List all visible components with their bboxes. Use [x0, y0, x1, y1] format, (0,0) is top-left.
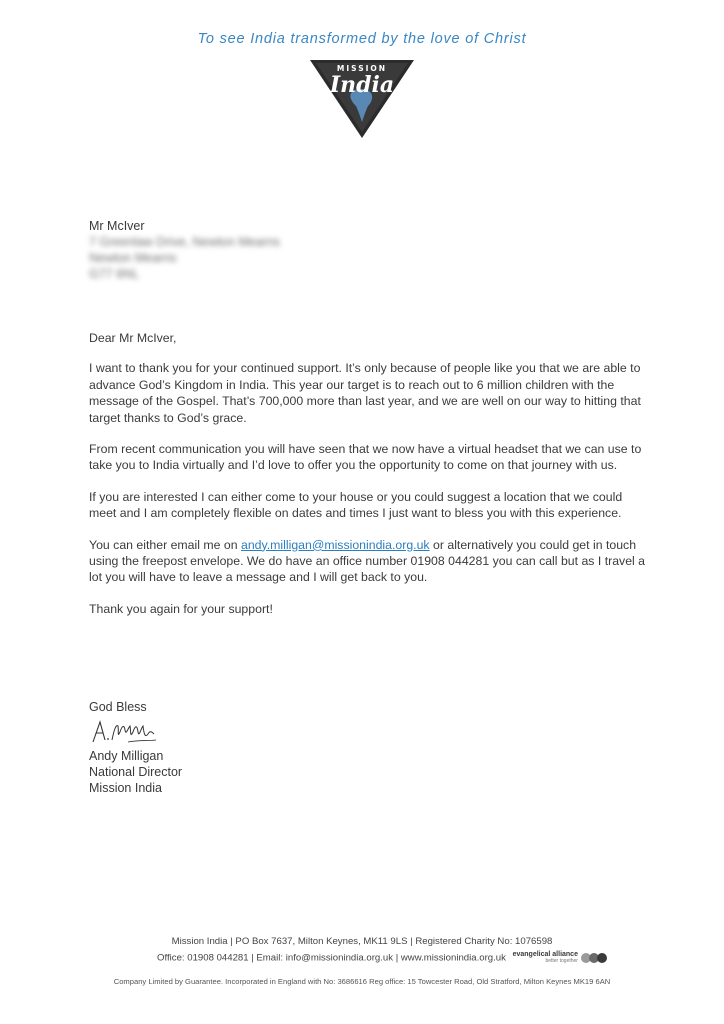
logo-main-text: India [329, 72, 395, 98]
paragraph-thanks: I want to thank you for your continued support. It’s only because of people like you that we are able to advance God’s Kingdom in India. This year our target is to reach out to 6 million children with the message of the Gospel. That’s 700,000 more than last year, and we are well on our way to hitting that target thanks to God’s grace. [89, 361, 641, 425]
tagline: To see India transformed by the love of Christ [197, 31, 527, 47]
paragraph-meeting: If you are interested I can either come to your house or you could suggest a location that we could meet and I am completely flexible on dates and times I just want to bless you with this experience. [89, 489, 623, 521]
ea-name: evangelical alliance [512, 951, 578, 958]
letter-body [89, 330, 649, 632]
salutation: Dear Mr McIver, [89, 331, 177, 345]
footer-address: Mission India | PO Box 7637, Milton Keynes, MK11 9LS | Registered Charity No: 1076598 [171, 936, 553, 947]
signoff: God Bless [89, 700, 147, 714]
address-line-3: G77 6NL [89, 267, 140, 281]
footer-contact-text: Office: 01908 044281 | Email: info@missionindia.org.uk | www.missionindia.org.uk [157, 952, 506, 964]
logo-top-text: MISSION [336, 64, 388, 73]
footer-contact [20, 951, 724, 965]
ea-tagline: better together [545, 958, 578, 964]
signer-name: Andy Milligan [89, 749, 164, 763]
paragraph-headset: From recent communication you will have seen that we now have a virtual headset that we can use to take you to India virtually and I’d love to offer you the opportunity to come on that journey with us. [89, 442, 642, 473]
contact-text-before: You can either email me on [89, 537, 241, 552]
recipient-address [89, 218, 280, 282]
signer-block [89, 748, 182, 796]
email-link[interactable]: andy.milligan@missionindia.org.uk [240, 537, 430, 552]
mission-india-logo [308, 58, 416, 140]
contact-text-after: or alternatively you could get in touch using the freepost envelope. We do have an office number 01908 044281 you can call but as I travel a lot you will have to leave a message and I will get back to you. [89, 537, 646, 585]
address-line-1: 7 Greenlaw Drive, Newton Mearns [89, 235, 281, 249]
recipient-name: Mr McIver [89, 219, 145, 233]
paragraph-closing: Thank you again for your support! [89, 601, 273, 616]
signer-organisation: Mission India [89, 781, 162, 795]
footer-company-info: Company Limited by Guarantee. Incorporated in England with No: 3686616 Reg office: 15 Towcester Road, Old Stratford, Milton Keynes MK19 6AN [113, 977, 611, 986]
handwritten-signature [90, 718, 170, 746]
paragraph-contact [89, 537, 649, 586]
address-line-2: Newton Mearns [89, 251, 177, 265]
signer-title: National Director [89, 765, 183, 779]
evangelical-alliance-logo [513, 951, 607, 965]
